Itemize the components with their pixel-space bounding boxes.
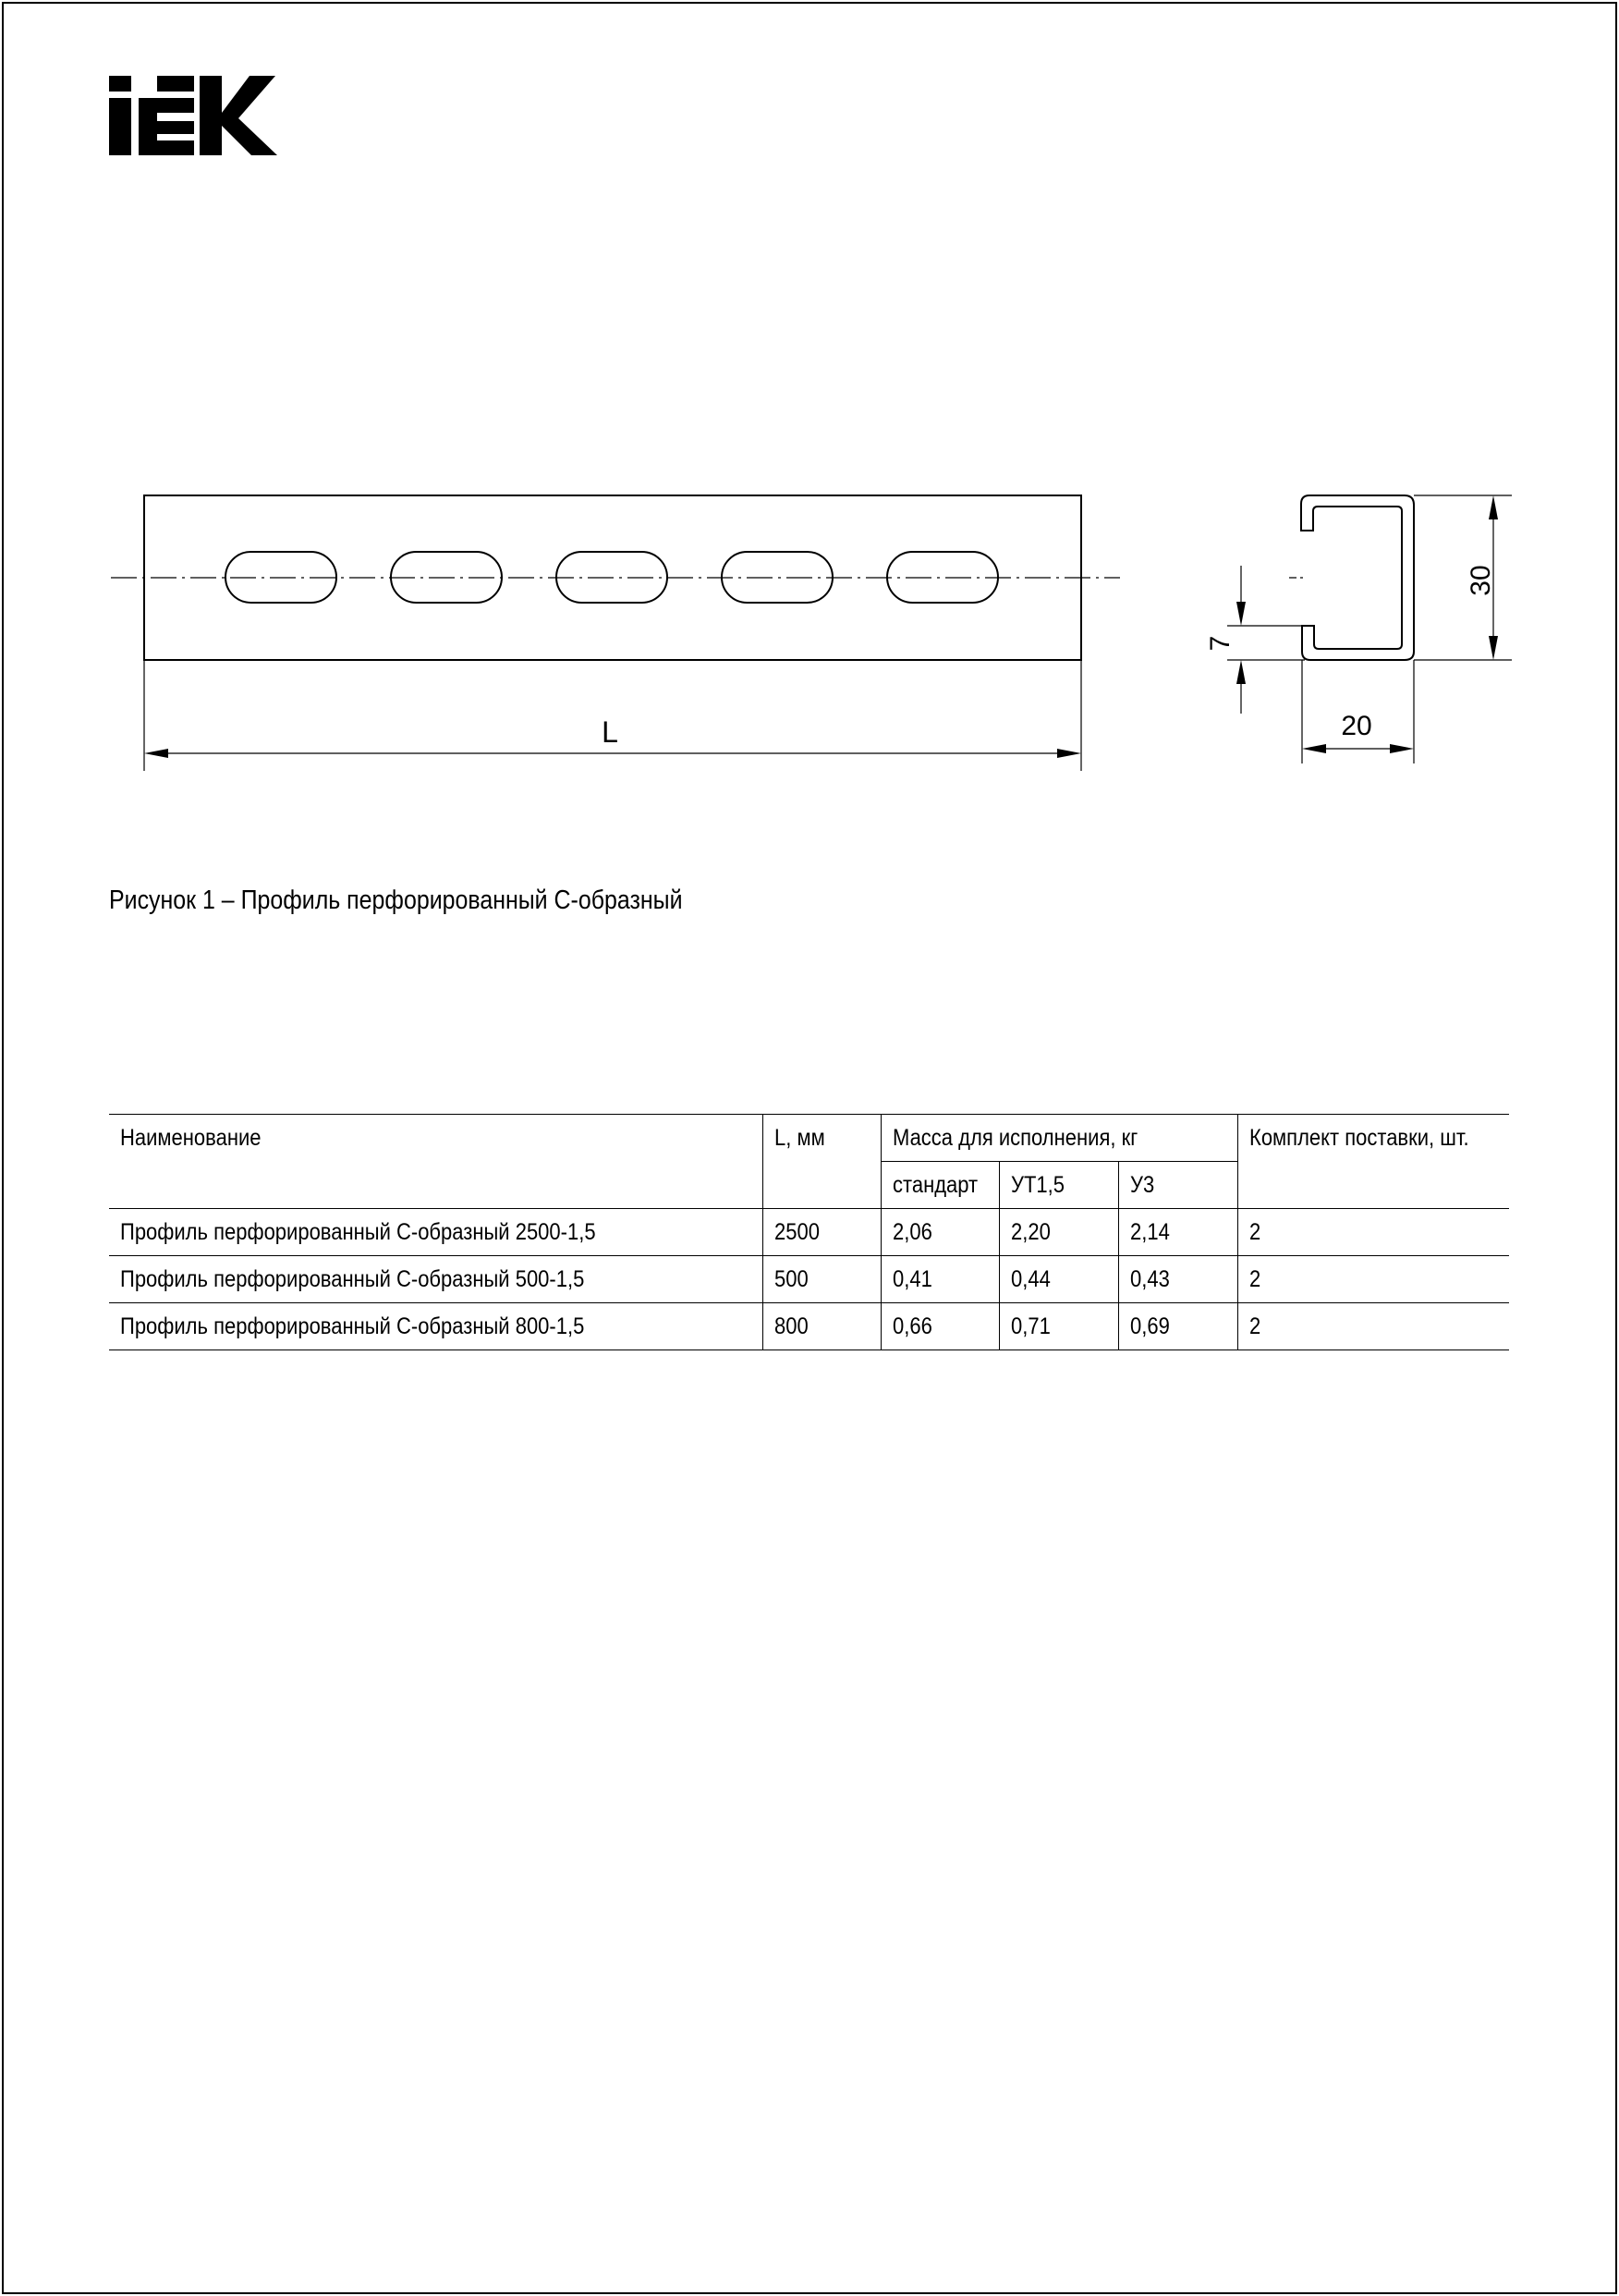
cell-mass-std: 0,41 xyxy=(881,1256,999,1303)
cell-kit: 2 xyxy=(1237,1303,1509,1350)
cell-mass-ut: 0,71 xyxy=(999,1303,1118,1350)
header-name: Наименование xyxy=(109,1115,762,1209)
cell-mass-ut: 2,20 xyxy=(999,1209,1118,1256)
table-row xyxy=(109,1256,1509,1303)
header-mass-u3: У3 xyxy=(1118,1162,1237,1209)
cell-mass-std: 2,06 xyxy=(881,1209,999,1256)
table-row xyxy=(109,1209,1509,1256)
cell-mass-u3: 0,43 xyxy=(1118,1256,1237,1303)
header-length: L, мм xyxy=(762,1115,881,1209)
header-mass-std: стандарт xyxy=(881,1162,999,1209)
spec-table xyxy=(109,1114,1509,1350)
slot xyxy=(887,552,998,603)
cell-length: 800 xyxy=(762,1303,881,1350)
header-mass-group: Масса для исполнения, кг xyxy=(881,1115,1237,1162)
cell-name: Профиль перфорированный С-образный 800-1,5 xyxy=(109,1303,762,1350)
cell-name: Профиль перфорированный С-образный 500-1,5 xyxy=(109,1256,762,1303)
cell-mass-std: 0,66 xyxy=(881,1303,999,1350)
table-row xyxy=(109,1303,1509,1350)
cell-length: 500 xyxy=(762,1256,881,1303)
height-dimension-label: 30 xyxy=(1466,565,1496,596)
cell-mass-u3: 0,69 xyxy=(1118,1303,1237,1350)
cell-mass-u3: 2,14 xyxy=(1118,1209,1237,1256)
cell-kit: 2 xyxy=(1237,1256,1509,1303)
header-mass-ut: УТ1,5 xyxy=(999,1162,1118,1209)
cell-mass-ut: 0,44 xyxy=(999,1256,1118,1303)
width-dimension-label: 20 xyxy=(1341,711,1372,741)
profile-cross-section xyxy=(1301,495,1414,660)
cell-name: Профиль перфорированный С-образный 2500-1,5 xyxy=(109,1209,762,1256)
figure-caption: Рисунок 1 – Профиль перфорированный С-образный xyxy=(109,885,683,915)
cell-length: 2500 xyxy=(762,1209,881,1256)
profile-drawing xyxy=(0,0,1619,832)
cell-kit: 2 xyxy=(1237,1209,1509,1256)
header-kit: Комплект поставки, шт. xyxy=(1237,1115,1509,1209)
slot-dimension-label: 7 xyxy=(1205,635,1236,652)
length-dimension-label: L xyxy=(602,715,618,749)
